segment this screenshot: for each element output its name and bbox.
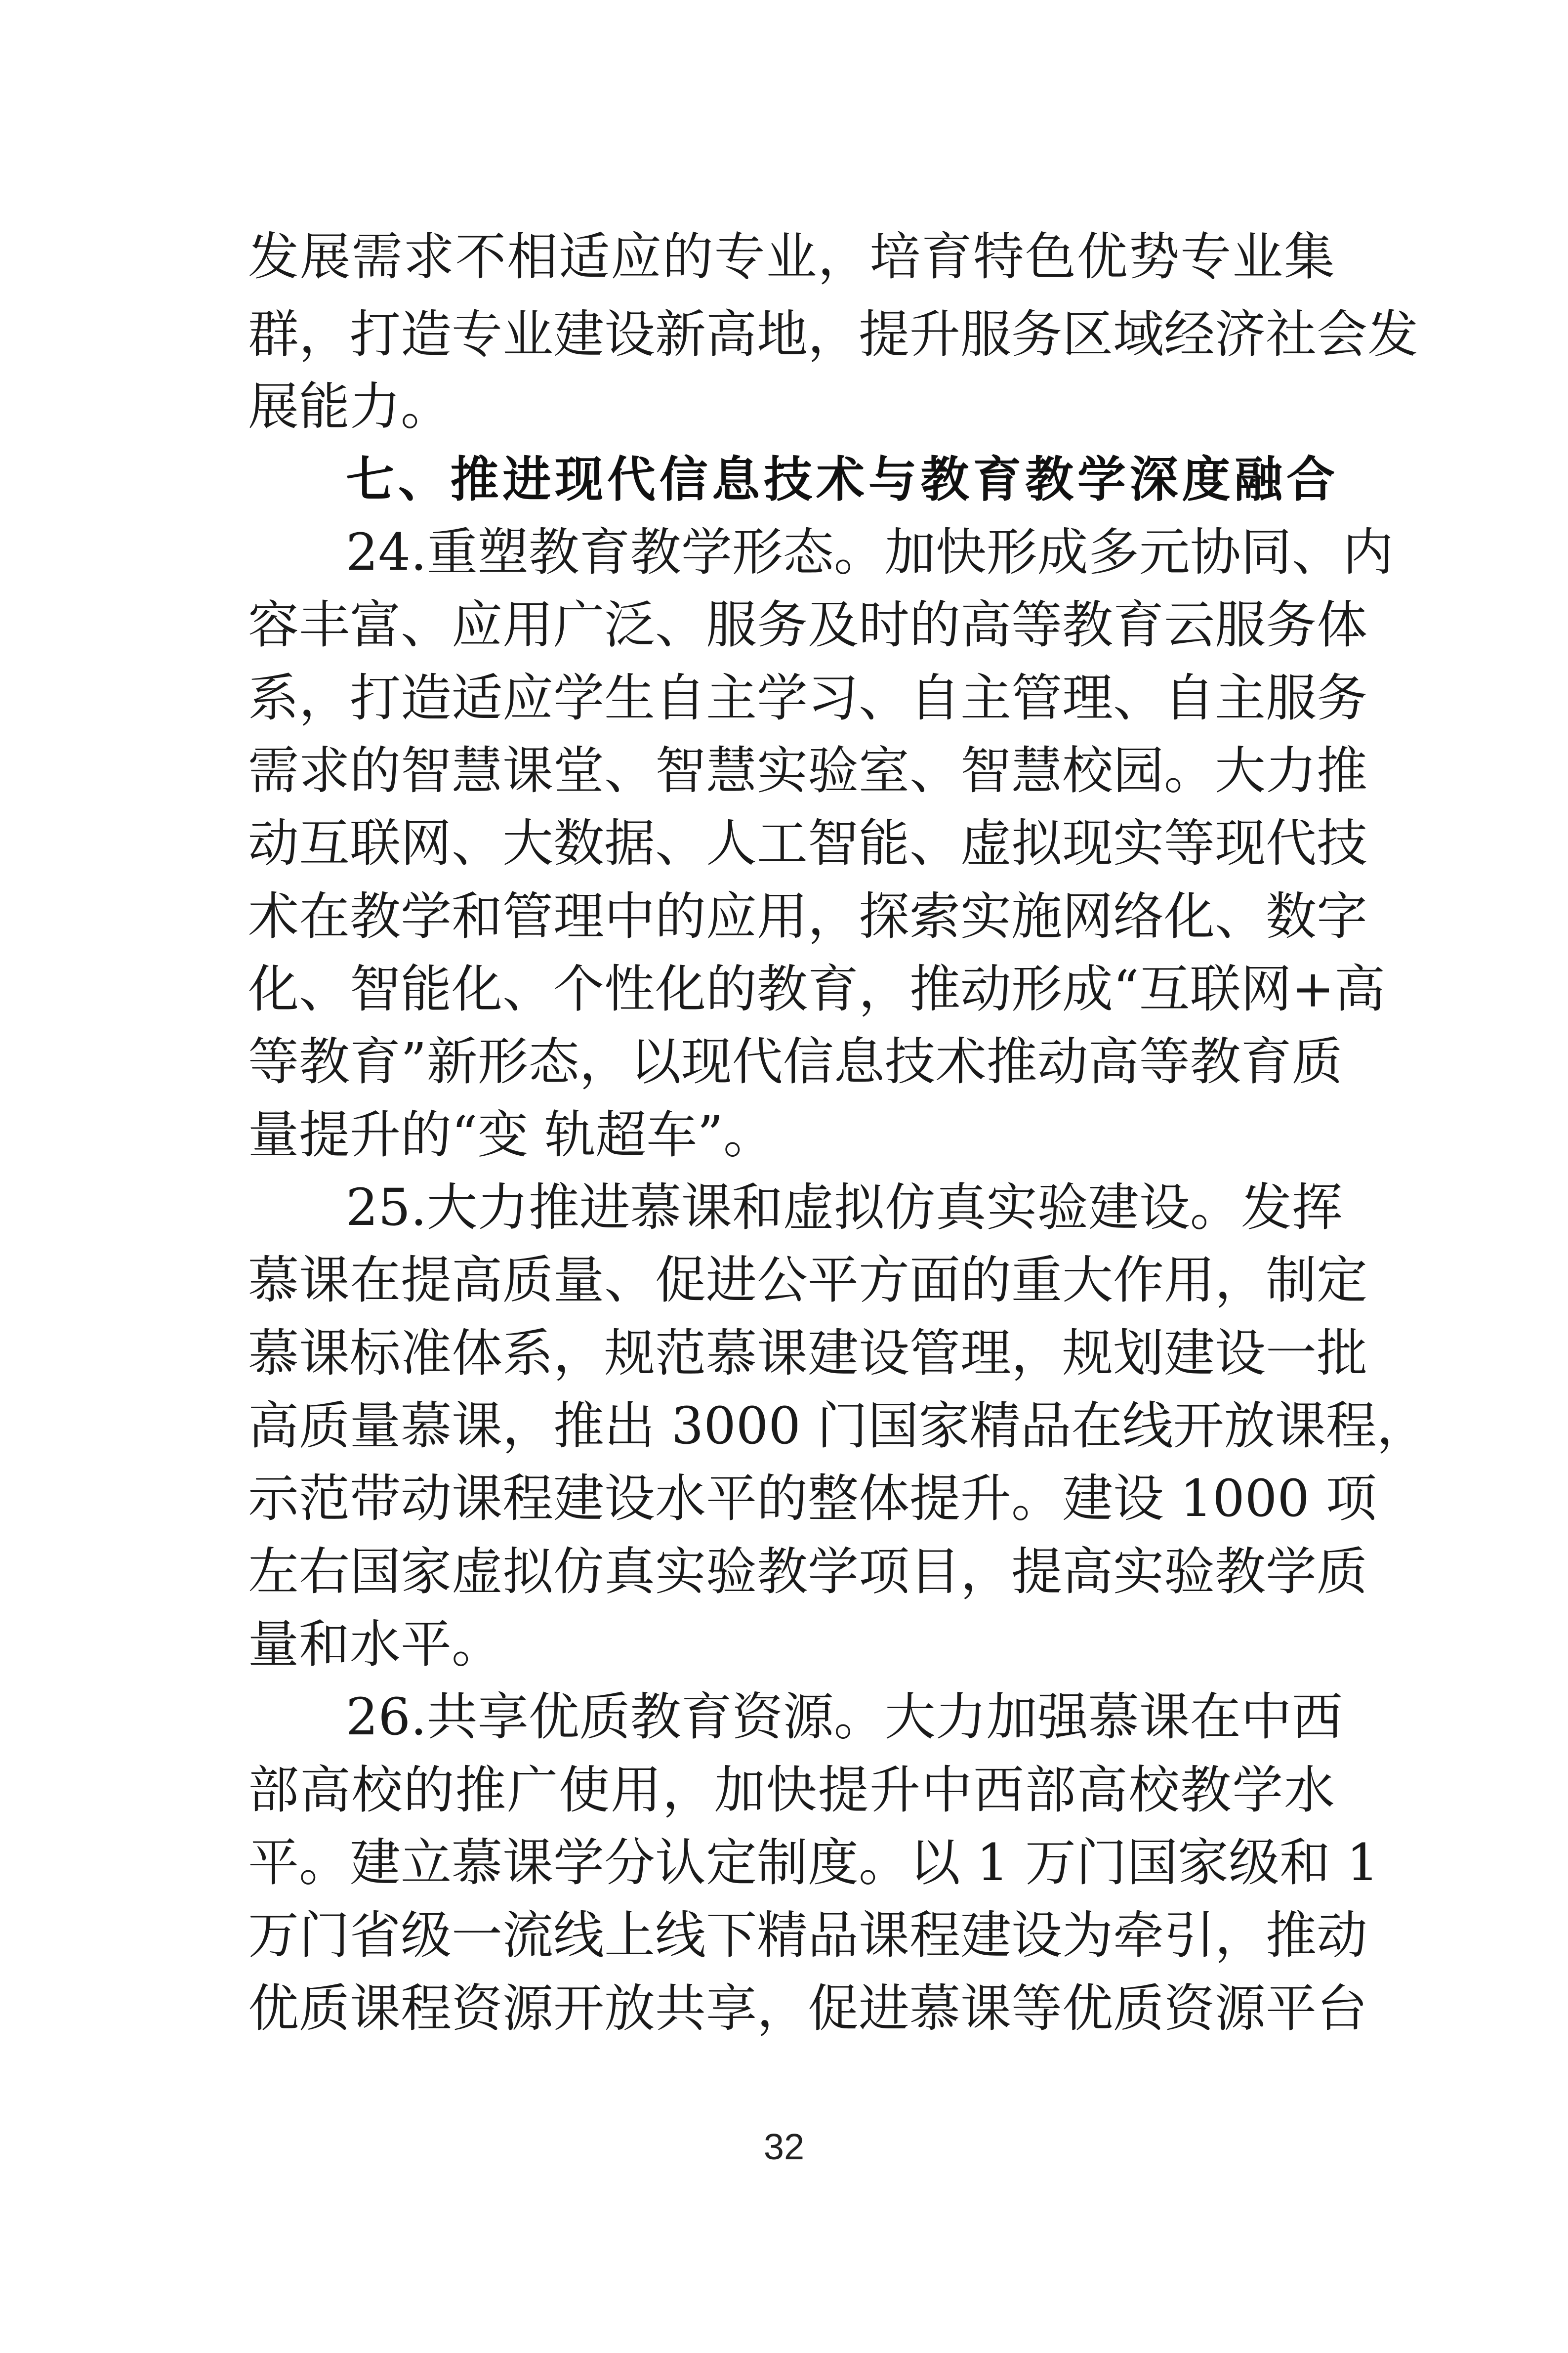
item-25-line: 高质量慕课，推出 3000 门国家精品在线开放课程， [248,1396,1428,1456]
item-24-line: 术在教学和管理中的应用，探索实施网络化、数字 [248,887,1367,946]
paragraph-line: 发展需求不相适应的专业，培育特色优势专业集 [248,227,1335,287]
paragraph-line: 群，打造专业建设新高地，提升服务区域经济社会发 [248,305,1418,364]
item-24-line: 量提升的“变 轨超车”。 [248,1105,775,1165]
item-24-line: 动互联网、大数据、人工智能、虚拟现实等现代技 [248,814,1367,873]
section-heading: 七、推进现代信息技术与教育教学深度融合 [346,452,1335,508]
item-26-line: 部高校的推广使用，加快提升中西部高校教学水 [248,1761,1335,1820]
item-24-line: 化、智能化、个性化的教育，推动形成“互联网+高 [248,960,1385,1019]
page-number: 32 [763,2126,805,2167]
item-25-line: 25.大力推进慕课和虚拟仿真实验建设。发挥 [346,1178,1343,1237]
item-24-line: 24.重塑教育教学形态。加快形成多元协同、内 [346,523,1394,582]
item-25-line: 左右国家虚拟仿真实验教学项目，提高实验教学质 [248,1542,1367,1601]
paragraph-line: 展能力。 [248,377,452,436]
item-26-line: 优质课程资源开放共享，促进慕课等优质资源平台 [248,1979,1367,2038]
item-24-line: 系，打造适应学生自主学习、自主管理、自主服务 [248,669,1367,728]
item-24-line: 容丰富、应用广泛、服务及时的高等教育云服务体 [248,595,1367,655]
item-26-line: 26.共享优质教育资源。大力加强慕课在中西 [346,1687,1343,1747]
item-25-line: 量和水平。 [248,1615,502,1674]
item-25-line: 慕课标准体系，规范慕课建设管理，规划建设一批 [248,1324,1367,1383]
item-25-line: 示范带动课程建设水平的整体提升。建设 1000 项 [248,1469,1377,1528]
item-26-line: 万门省级一流线上线下精品课程建设为牵引，推动 [248,1906,1367,1965]
item-24-line: 需求的智慧课堂、智慧实验室、智慧校园。大力推 [248,741,1367,800]
item-25-line: 慕课在提高质量、促进公平方面的重大作用，制定 [248,1251,1367,1310]
item-26-line: 平。建立慕课学分认定制度。以 1 万门国家级和 1 [248,1833,1379,1892]
item-24-line: 等教育”新形态，以现代信息技术推动高等教育质 [248,1032,1343,1092]
